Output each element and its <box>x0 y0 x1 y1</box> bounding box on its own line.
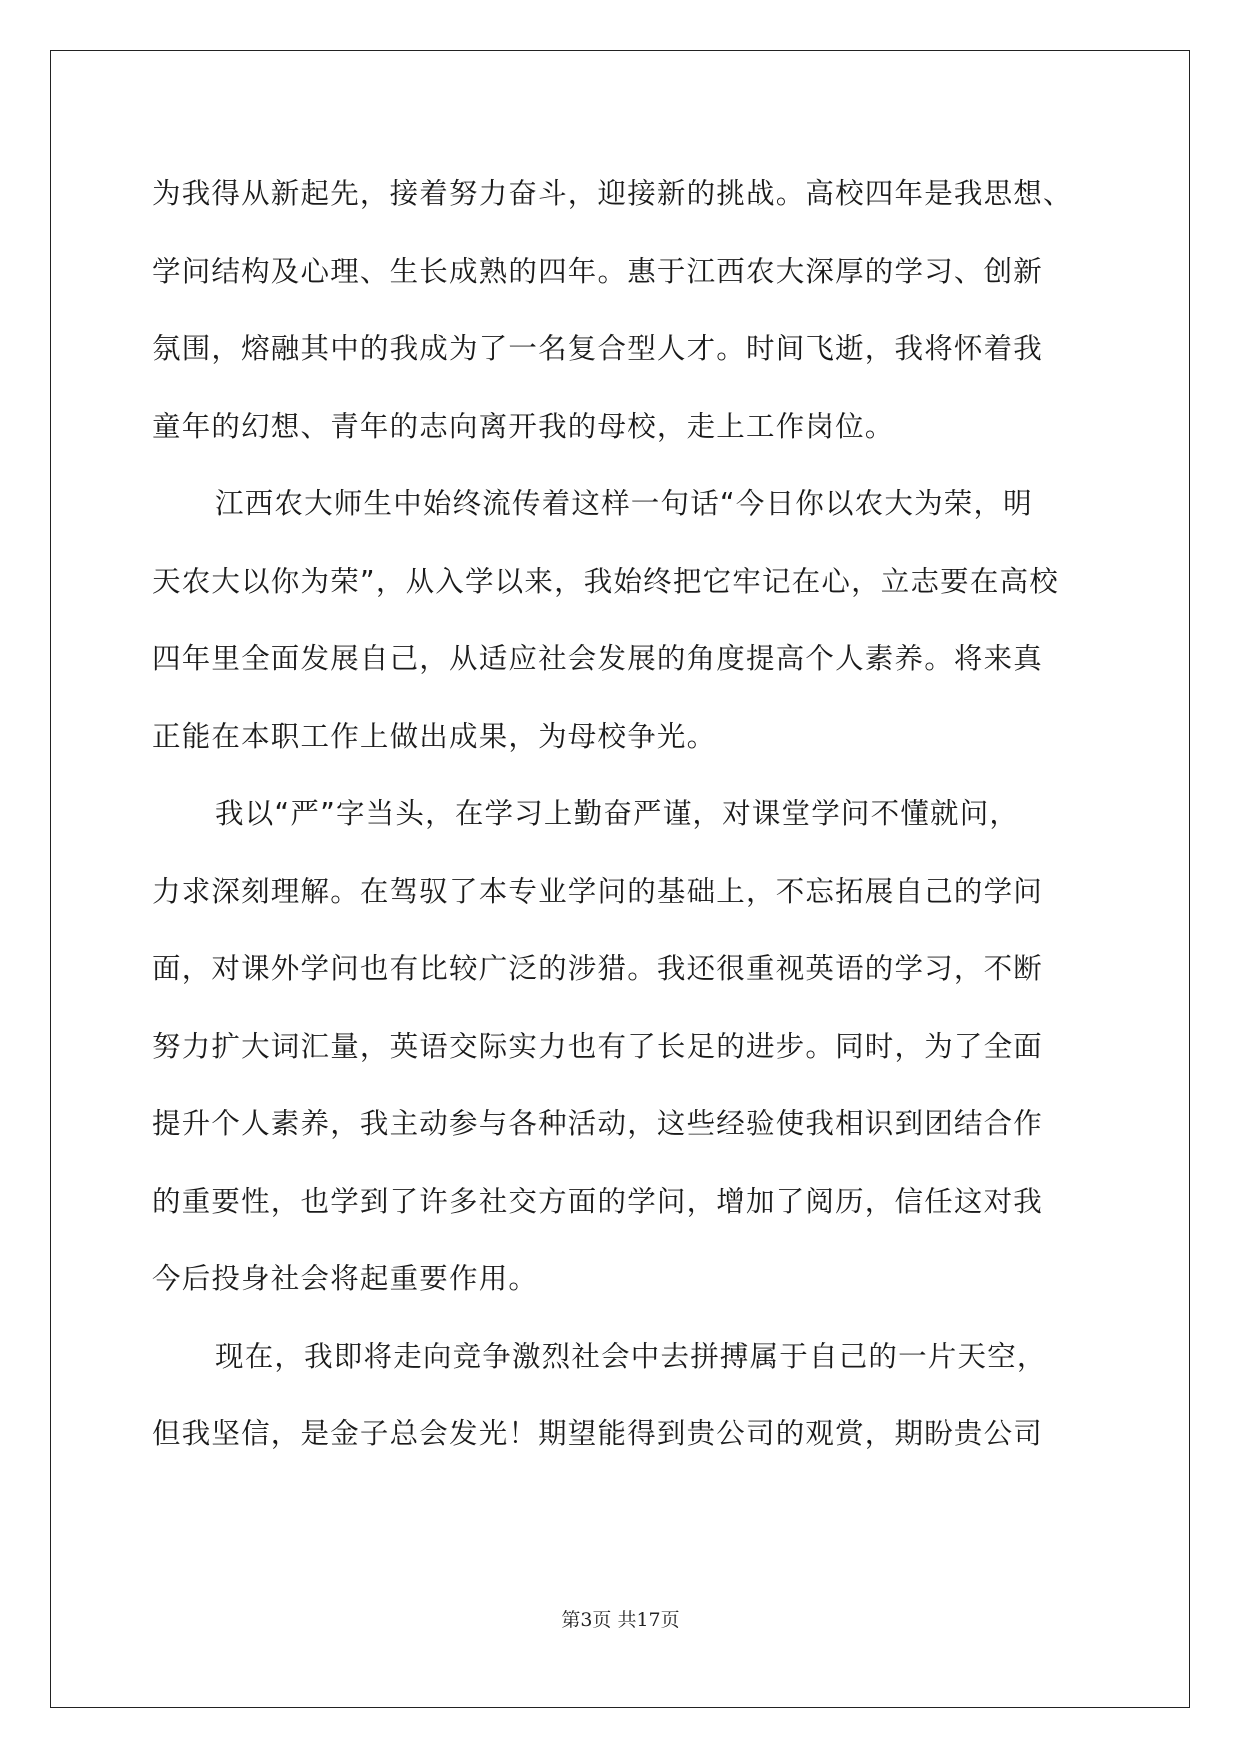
text-line: 江西农大师生中始终流传着这样一句话“今日你以农大为荣，明 <box>215 487 1033 520</box>
text-line: 现在，我即将走向竞争激烈社会中去拼搏属于自己的一片天空， <box>215 1339 1047 1373</box>
text-line: 我以“严”字当头，在学习上勤奋严谨，对课堂学问不懂就问， <box>215 797 1020 830</box>
text-line: 面，对课外学问也有比较广泛的涉猎。我还很重视英语的学习，不断 <box>152 952 1044 985</box>
text-line: 正能在本职工作上做出成果，为母校争光。 <box>152 719 717 753</box>
text-line: 为我得从新起先，接着努力奋斗，迎接新的挑战。高校四年是我思想、 <box>152 177 1073 210</box>
text-line: 的重要性，也学到了许多社交方面的学问，增加了阅历，信任这对我 <box>152 1184 1044 1218</box>
text-line: 童年的幻想、青年的志向离开我的母校，走上工作岗位。 <box>152 409 895 443</box>
text-line: 但我坚信，是金子总会发光！期望能得到贵公司的观赏，期盼贵公司 <box>152 1417 1044 1450</box>
text-line: 天农大以你为荣”，从入学以来，我始终把它牢记在心，立志要在高校 <box>152 564 1059 598</box>
text-line: 提升个人素养，我主动参与各种活动，这些经验使我相识到团结合作 <box>152 1107 1044 1140</box>
text-line: 努力扩大词汇量，英语交际实力也有了长足的进步。同时，为了全面 <box>152 1029 1044 1063</box>
document-body <box>152 155 1092 1473</box>
text-line: 氛围，熔融其中的我成为了一名复合型人才。时间飞逝，我将怀着我 <box>152 332 1044 365</box>
page-number-footer: 第3页 共17页 <box>561 1609 680 1631</box>
text-line: 今后投身社会将起重要作用。 <box>152 1262 539 1295</box>
text-line: 学问结构及心理、生长成熟的四年。惠于江西农大深厚的学习、创新 <box>152 254 1044 288</box>
text-line: 四年里全面发展自己，从适应社会发展的角度提高个人素养。将来真 <box>152 642 1044 675</box>
text-line: 力求深刻理解。在驾驭了本专业学问的基础上，不忘拓展自己的学问 <box>152 874 1044 908</box>
